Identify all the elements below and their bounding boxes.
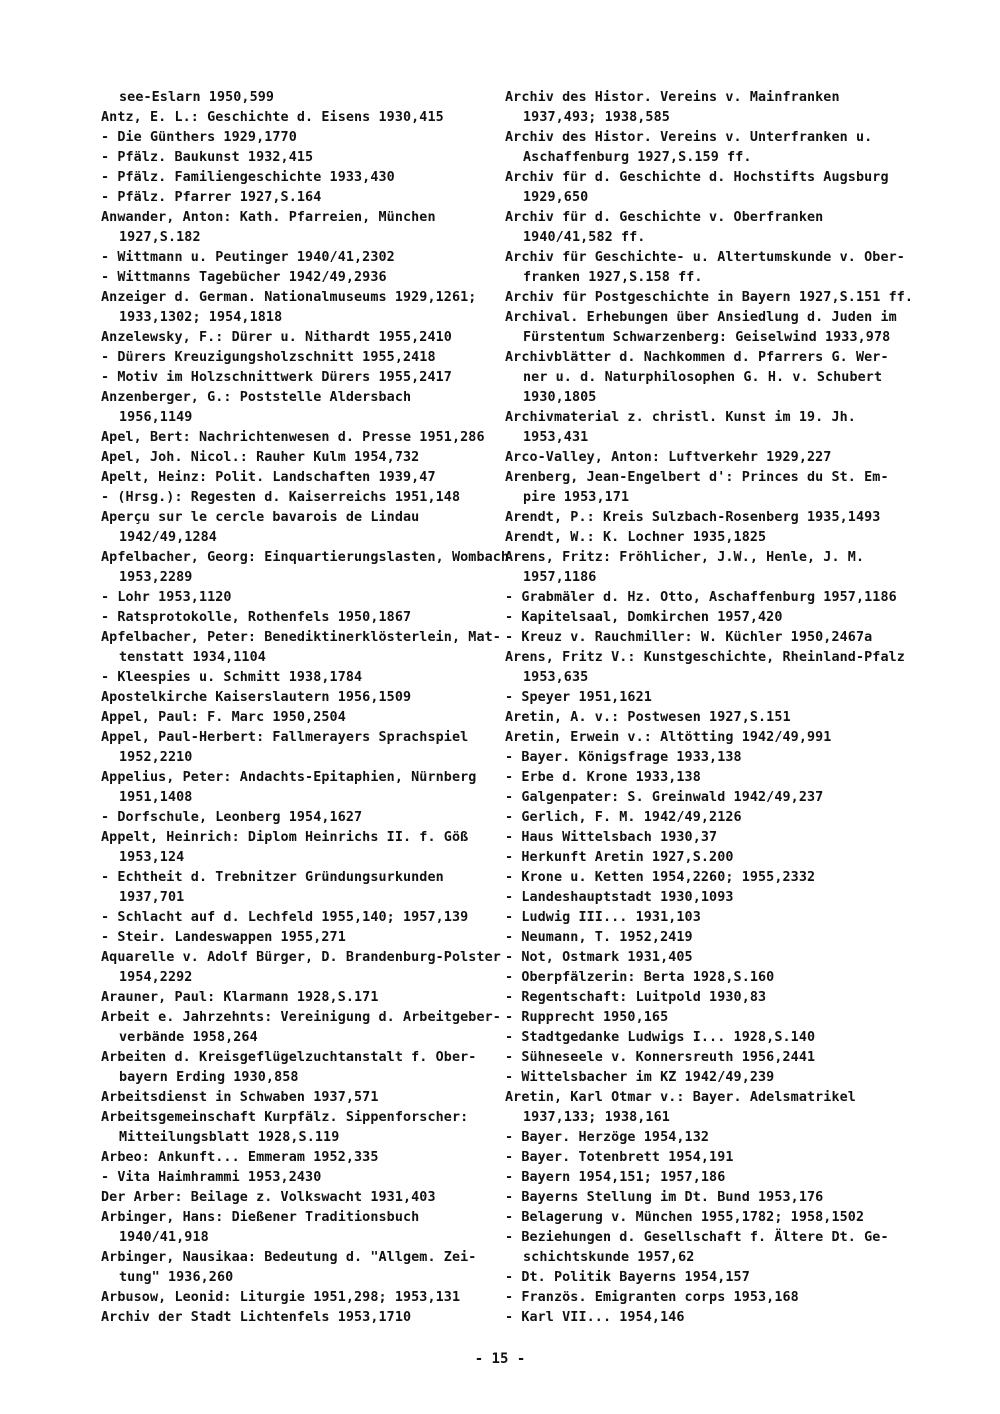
index-entry-line: Apelt, Heinz: Polit. Landschaften 1939,47 xyxy=(101,470,436,485)
index-entry-line: - Kleespies u. Schmitt 1938,1784 xyxy=(101,670,363,685)
index-entry-line: Arenberg, Jean-Engelbert d': Princes du St. Em- xyxy=(505,470,889,485)
index-entry-line: - Wittelsbacher im KZ 1942/49,239 xyxy=(505,1070,775,1085)
index-entry-line: Apel, Bert: Nachrichtenwesen d. Presse 1951,286 xyxy=(101,430,485,445)
index-entry-line: - Dürers Kreuzigungsholzschnitt 1955,2418 xyxy=(101,350,436,365)
index-entry-line: Anzelewsky, F.: Dürer u. Nithardt 1955,2410 xyxy=(101,330,452,345)
index-entry-line: - Haus Wittelsbach 1930,37 xyxy=(505,830,718,845)
index-entry-line: Archiv für d. Geschichte v. Oberfranken xyxy=(505,210,824,225)
index-entry-line: Appelt, Heinrich: Diplom Heinrichs II. f. Göß xyxy=(101,830,469,845)
index-entry-line: 1940/41,918 xyxy=(119,1230,209,1245)
index-entry-line: Archiv des Histor. Vereins v. Unterfranken u. xyxy=(505,130,873,145)
index-entry-line: Arbeitsdienst in Schwaben 1937,571 xyxy=(101,1090,379,1105)
index-column-left xyxy=(101,88,510,1328)
index-entry-line: 1927,S.182 xyxy=(119,230,201,245)
index-entry-line: Der Arber: Beilage z. Volkswacht 1931,403 xyxy=(101,1190,436,1205)
index-entry-line: ner u. d. Naturphilosophen G. H. v. Schubert xyxy=(523,370,883,385)
index-entry-line: Anwander, Anton: Kath. Pfarreien, München xyxy=(101,210,436,225)
index-entry-line: - Bayer. Herzöge 1954,132 xyxy=(505,1130,710,1145)
index-entry-line: Fürstentum Schwarzenberg: Geiselwind 1933,978 xyxy=(523,330,891,345)
index-entry-line: 1951,1408 xyxy=(119,790,193,805)
index-entry-line: - Bayerns Stellung im Dt. Bund 1953,176 xyxy=(505,1190,824,1205)
index-entry-line: - Bayer. Königsfrage 1933,138 xyxy=(505,750,742,765)
index-entry-line: - Pfälz. Familiengeschichte 1933,430 xyxy=(101,170,395,185)
index-entry-line: Archiv für Postgeschichte in Bayern 1927,S.151 ff. xyxy=(505,290,914,305)
index-entry-line: Arauner, Paul: Klarmann 1928,S.171 xyxy=(101,990,379,1005)
index-entry-line: - Sühneseele v. Konnersreuth 1956,2441 xyxy=(505,1050,816,1065)
index-entry-line: - Motiv im Holzschnittwerk Dürers 1955,2417 xyxy=(101,370,452,385)
index-entry-line: 1942/49,1284 xyxy=(119,530,217,545)
index-entry-line: - Dt. Politik Bayerns 1954,157 xyxy=(505,1270,750,1285)
index-entry-line: Apfelbacher, Peter: Benediktinerklösterlein, Mat- xyxy=(101,630,501,645)
index-entry-line: Arbeiten d. Kreisgeflügelzuchtanstalt f. Ober- xyxy=(101,1050,477,1065)
index-entry-line: 1956,1149 xyxy=(119,410,193,425)
index-entry-line: Anzenberger, G.: Poststelle Aldersbach xyxy=(101,390,412,405)
index-entry-line: - Belagerung v. München 1955,1782; 1958,1502 xyxy=(505,1210,865,1225)
index-entry-line: see-Eslarn 1950,599 xyxy=(119,90,275,105)
index-entry-line: 1953,431 xyxy=(523,430,589,445)
index-entry-line: 1933,1302; 1954,1818 xyxy=(119,310,283,325)
index-entry-line: - Regentschaft: Luitpold 1930,83 xyxy=(505,990,767,1005)
index-entry-line: 1940/41,582 ff. xyxy=(523,230,646,245)
index-entry-line: Aretin, A. v.: Postwesen 1927,S.151 xyxy=(505,710,791,725)
index-entry-line: - (Hrsg.): Regesten d. Kaiserreichs 1951,148 xyxy=(101,490,461,505)
index-entry-line: schichtskunde 1957,62 xyxy=(523,1250,695,1265)
index-entry-line: - Französ. Emigranten corps 1953,168 xyxy=(505,1290,799,1305)
index-entry-line: - Not, Ostmark 1931,405 xyxy=(505,950,693,965)
index-entry-line: 1930,1805 xyxy=(523,390,597,405)
index-entry-line: Arbusow, Leonid: Liturgie 1951,298; 1953,131 xyxy=(101,1290,461,1305)
index-entry-line: - Vita Haimhrammi 1953,2430 xyxy=(101,1170,322,1185)
index-entry-line: - Kapitelsaal, Domkirchen 1957,420 xyxy=(505,610,783,625)
index-entry-line: - Schlacht auf d. Lechfeld 1955,140; 1957,139 xyxy=(101,910,469,925)
index-entry-line: Apfelbacher, Georg: Einquartierungslasten, Wombach xyxy=(101,550,510,565)
index-entry-line: - Speyer 1951,1621 xyxy=(505,690,652,705)
index-entry-line: franken 1927,S.158 ff. xyxy=(523,270,703,285)
index-entry-line: - Pfälz. Pfarrer 1927,S.164 xyxy=(101,190,322,205)
index-entry-line: - Bayer. Totenbrett 1954,191 xyxy=(505,1150,734,1165)
index-entry-line: - Landeshauptstadt 1930,1093 xyxy=(505,890,734,905)
index-entry-line: - Krone u. Ketten 1954,2260; 1955,2332 xyxy=(505,870,816,885)
index-entry-line: Archival. Erhebungen über Ansiedlung d. Juden im xyxy=(505,310,897,325)
index-column-right xyxy=(505,88,915,1328)
index-entry-line: 1953,2289 xyxy=(119,570,193,585)
index-entry-line: Arbinger, Nausikaa: Bedeutung d. "Allgem. Zei- xyxy=(101,1250,477,1265)
index-entry-line: Apel, Joh. Nicol.: Rauher Kulm 1954,732 xyxy=(101,450,420,465)
index-entry-line: - Beziehungen d. Gesellschaft f. Ältere Dt. Ge- xyxy=(505,1230,889,1245)
index-entry-line: Arens, Fritz: Fröhlicher, J.W., Henle, J. M. xyxy=(505,550,865,565)
index-entry-line: Appel, Paul-Herbert: Fallmerayers Sprachspiel xyxy=(101,730,469,745)
index-entry-line: Aretin, Erwein v.: Altötting 1942/49,991 xyxy=(505,730,832,745)
index-entry-line: tenstatt 1934,1104 xyxy=(119,650,266,665)
index-entry-line: 1929,650 xyxy=(523,190,589,205)
index-entry-line: 1957,1186 xyxy=(523,570,597,585)
index-entry-line: - Bayern 1954,151; 1957,186 xyxy=(505,1170,726,1185)
index-entry-line: Archivblätter d. Nachkommen d. Pfarrers G. Wer- xyxy=(505,350,889,365)
index-entry-line: - Herkunft Aretin 1927,S.200 xyxy=(505,850,734,865)
index-entry-line: - Steir. Landeswappen 1955,271 xyxy=(101,930,346,945)
index-entry-line: Arbinger, Hans: Dießener Traditionsbuch xyxy=(101,1210,420,1225)
index-entry-line: - Galgenpater: S. Greinwald 1942/49,237 xyxy=(505,790,824,805)
index-entry-line: 1952,2210 xyxy=(119,750,193,765)
index-entry-line: Antz, E. L.: Geschichte d. Eisens 1930,415 xyxy=(101,110,444,125)
index-entry-line: 1937,701 xyxy=(119,890,185,905)
index-entry-line: Arendt, P.: Kreis Sulzbach-Rosenberg 1935,1493 xyxy=(505,510,881,525)
index-entry-line: Aquarelle v. Adolf Bürger, D. Brandenburg-Polster xyxy=(101,950,501,965)
index-entry-line: Arendt, W.: K. Lochner 1935,1825 xyxy=(505,530,767,545)
index-entry-line: Arco-Valley, Anton: Luftverkehr 1929,227 xyxy=(505,450,832,465)
index-entry-line: Archivmaterial z. christl. Kunst im 19. Jh. xyxy=(505,410,856,425)
index-entry-line: verbände 1958,264 xyxy=(119,1030,258,1045)
index-entry-line: 1953,635 xyxy=(523,670,589,685)
index-entry-line: Arbeo: Ankunft... Emmeram 1952,335 xyxy=(101,1150,379,1165)
index-entry-line: 1954,2292 xyxy=(119,970,193,985)
index-entry-line: Apostelkirche Kaiserslautern 1956,1509 xyxy=(101,690,412,705)
index-entry-line: - Ludwig III... 1931,103 xyxy=(505,910,701,925)
page-number: - 15 - xyxy=(474,1351,526,1367)
index-entry-line: - Gerlich, F. M. 1942/49,2126 xyxy=(505,810,742,825)
index-entry-line: Aretin, Karl Otmar v.: Bayer. Adelsmatrikel xyxy=(505,1090,856,1105)
index-entry-line: Archiv der Stadt Lichtenfels 1953,1710 xyxy=(101,1310,412,1325)
index-entry-line: - Wittmanns Tagebücher 1942/49,2936 xyxy=(101,270,387,285)
index-entry-line: Aperçu sur le cercle bavarois de Lindau xyxy=(101,510,420,525)
index-entry-line: Arbeitsgemeinschaft Kurpfälz. Sippenforscher: xyxy=(101,1110,469,1125)
index-entry-line: - Erbe d. Krone 1933,138 xyxy=(505,770,701,785)
index-entry-line: - Wittmann u. Peutinger 1940/41,2302 xyxy=(101,250,395,265)
index-entry-line: Anzeiger d. German. Nationalmuseums 1929,1261; xyxy=(101,290,477,305)
index-entry-line: 1937,133; 1938,161 xyxy=(523,1110,670,1125)
index-entry-line: 1953,124 xyxy=(119,850,185,865)
index-entry-line: - Neumann, T. 1952,2419 xyxy=(505,930,693,945)
index-entry-line: Aschaffenburg 1927,S.159 ff. xyxy=(523,150,752,165)
index-entry-line: Arens, Fritz V.: Kunstgeschichte, Rheinland-Pfalz xyxy=(505,650,905,665)
index-entry-line: bayern Erding 1930,858 xyxy=(119,1070,299,1085)
index-entry-line: - Kreuz v. Rauchmiller: W. Küchler 1950,2467a xyxy=(505,630,873,645)
index-entry-line: Mitteilungsblatt 1928,S.119 xyxy=(119,1130,340,1145)
index-entry-line: pire 1953,171 xyxy=(523,490,630,505)
index-entry-line: Archiv für Geschichte- u. Altertumskunde v. Ober- xyxy=(505,250,905,265)
index-entry-line: Arbeit e. Jahrzehnts: Vereinigung d. Arbeitgeber- xyxy=(101,1010,501,1025)
index-entry-line: - Grabmäler d. Hz. Otto, Aschaffenburg 1957,1186 xyxy=(505,590,897,605)
index-entry-line: Archiv für d. Geschichte d. Hochstifts Augsburg xyxy=(505,170,889,185)
index-entry-line: - Ratsprotokolle, Rothenfels 1950,1867 xyxy=(101,610,412,625)
index-entry-line: Archiv des Histor. Vereins v. Mainfranken xyxy=(505,90,840,105)
index-entry-line: - Lohr 1953,1120 xyxy=(101,590,232,605)
index-entry-line: - Rupprecht 1950,165 xyxy=(505,1010,669,1025)
index-entry-line: - Echtheit d. Trebnitzer Gründungsurkunden xyxy=(101,870,444,885)
index-entry-line: Appelius, Peter: Andachts-Epitaphien, Nürnberg xyxy=(101,770,477,785)
index-entry-line: Appel, Paul: F. Marc 1950,2504 xyxy=(101,710,346,725)
index-entry-line: - Dorfschule, Leonberg 1954,1627 xyxy=(101,810,363,825)
index-entry-line: 1937,493; 1938,585 xyxy=(523,110,670,125)
index-entry-line: - Die Günthers 1929,1770 xyxy=(101,130,297,145)
index-entry-line: tung" 1936,260 xyxy=(119,1270,234,1285)
index-entry-line: - Karl VII... 1954,146 xyxy=(505,1310,685,1325)
index-entry-line: - Stadtgedanke Ludwigs I... 1928,S.140 xyxy=(505,1030,816,1045)
index-entry-line: - Oberpfälzerin: Berta 1928,S.160 xyxy=(505,970,775,985)
index-entry-line: - Pfälz. Baukunst 1932,415 xyxy=(101,150,314,165)
